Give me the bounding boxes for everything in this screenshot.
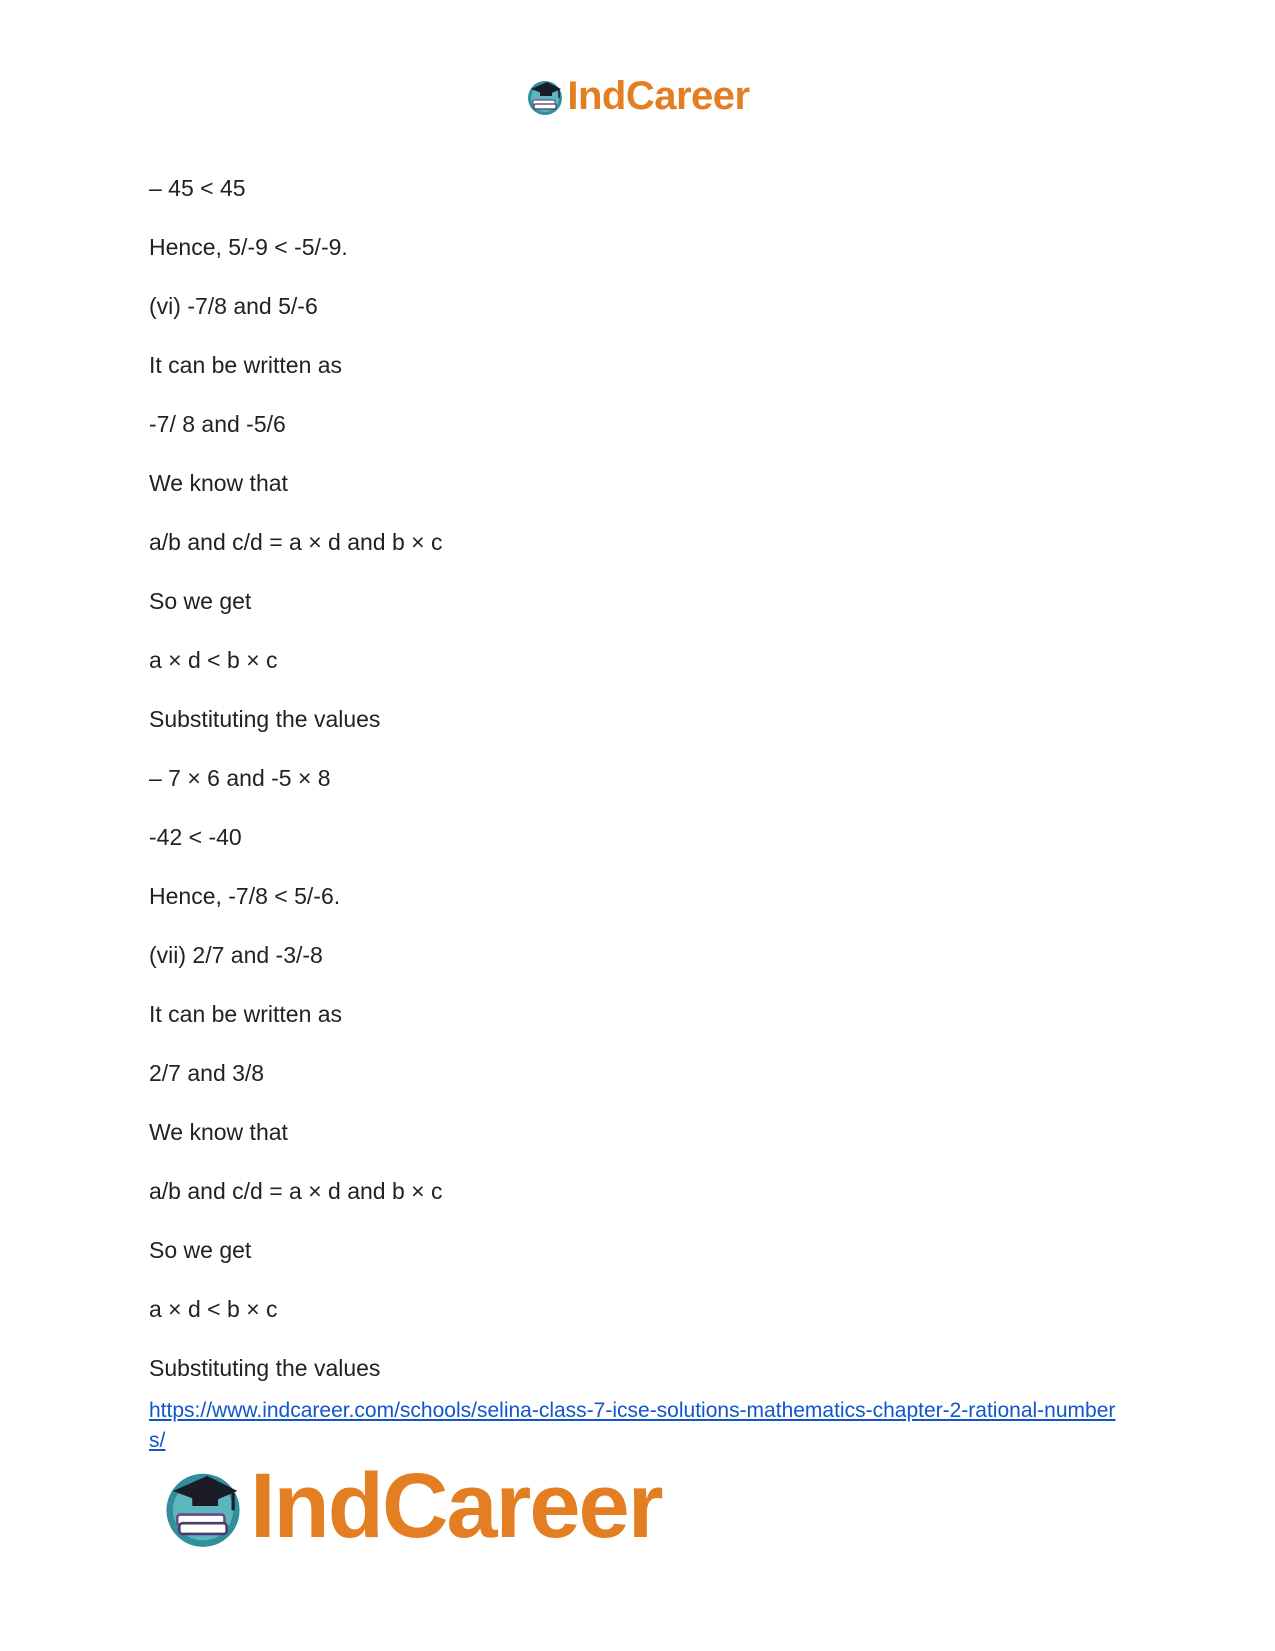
brand-logo [525, 76, 749, 116]
text-line: (vi) -7/8 and 5/-6 [149, 293, 318, 319]
text-line: We know that [149, 1119, 288, 1145]
text-line: – 45 < 45 [149, 175, 246, 201]
text-line: 2/7 and 3/8 [149, 1060, 265, 1086]
document-body [149, 174, 1129, 1384]
source-link-anchor[interactable]: https://www.indcareer.com/schools/selina-class-7-icse-solutions-mathematics-chapter-2-rational-numbers/ [149, 1399, 1116, 1452]
text-line: a/b and c/d = a × d and b × c [149, 1178, 443, 1204]
footer-logo-text: IndCareer [250, 1455, 662, 1557]
text-line: a/b and c/d = a × d and b × c [149, 529, 443, 555]
source-link[interactable] [149, 1396, 1129, 1456]
text-line: So we get [149, 1237, 252, 1263]
header-logo [0, 76, 1275, 116]
text-line: It can be written as [149, 352, 343, 378]
header-logo-text: IndCareer [567, 74, 750, 118]
text-line: (vii) 2/7 and -3/-8 [149, 942, 323, 968]
text-line: a × d < b × c [149, 647, 278, 673]
text-line: It can be written as [149, 1001, 343, 1027]
text-line: Hence, -7/8 < 5/-6. [149, 883, 341, 909]
text-line: -7/ 8 and -5/6 [149, 411, 286, 437]
text-line: So we get [149, 588, 252, 614]
text-line: Hence, 5/-9 < -5/-9. [149, 234, 348, 260]
graduation-cap-globe-icon [160, 1463, 246, 1549]
text-line: – 7 × 6 and -5 × 8 [149, 765, 331, 791]
text-line: We know that [149, 470, 288, 496]
text-line: Substituting the values [149, 1355, 381, 1381]
text-line: -42 < -40 [149, 824, 242, 850]
graduation-cap-globe-icon [525, 76, 565, 116]
footer-logo [160, 1455, 662, 1557]
text-line: a × d < b × c [149, 1296, 278, 1322]
footer-brand-logo [160, 1455, 662, 1557]
text-line: Substituting the values [149, 706, 381, 732]
